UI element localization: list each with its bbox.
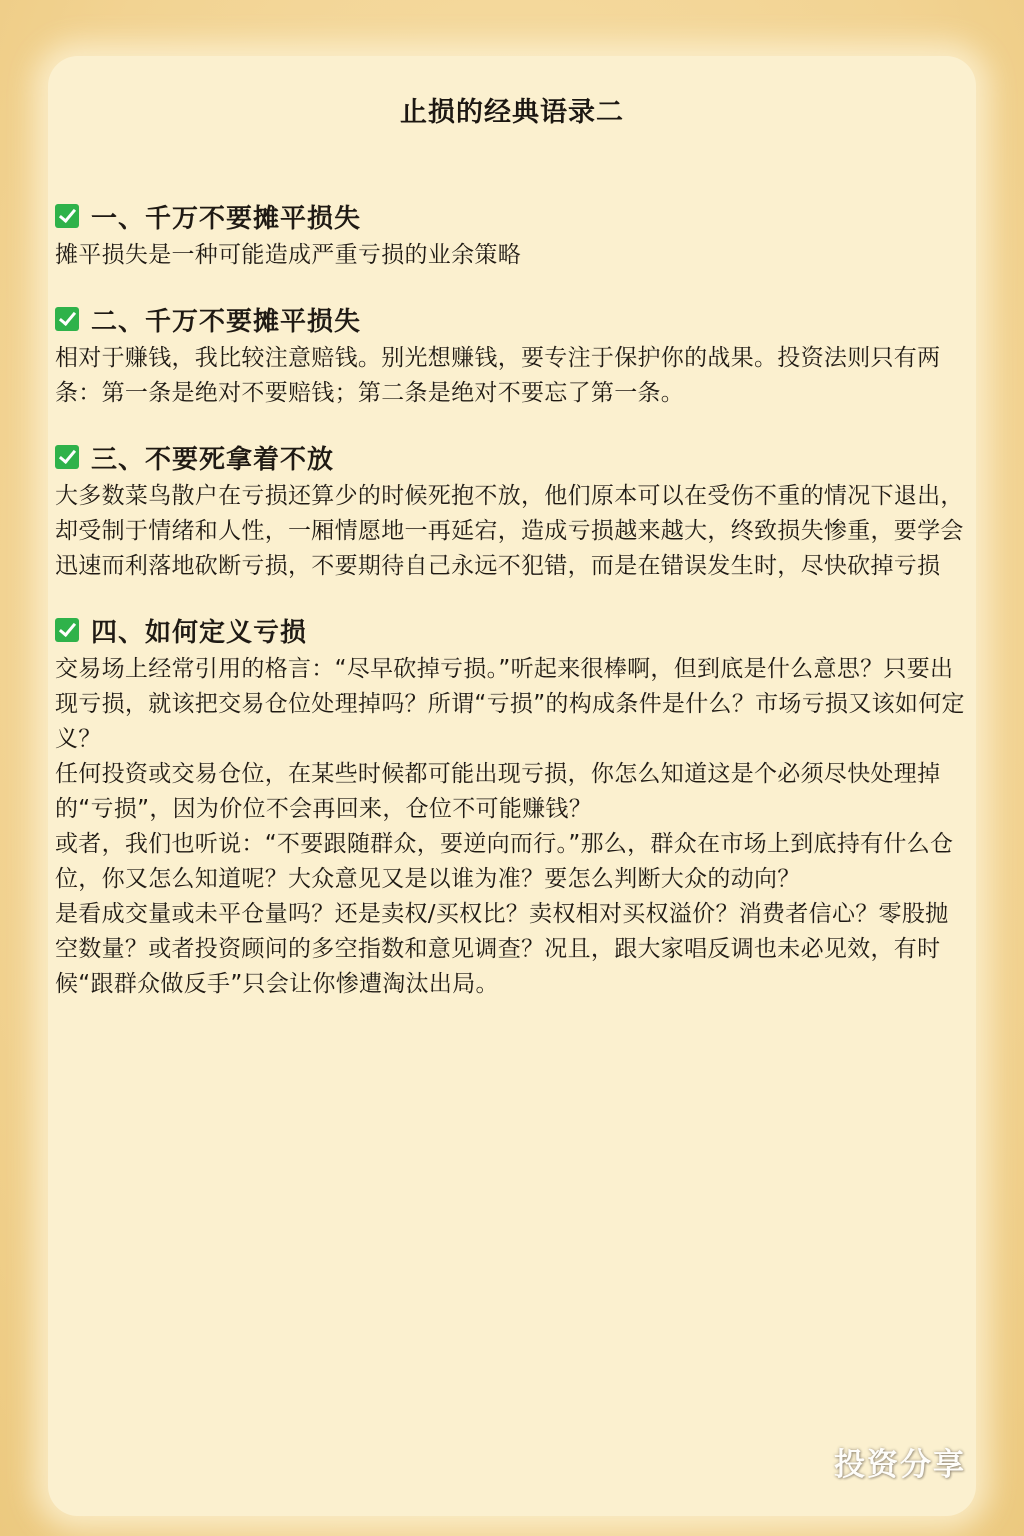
watermark-text: 投资分享 [834, 1447, 966, 1483]
section-2 [55, 299, 967, 411]
section-heading-text: 三、不要死拿着不放 [91, 444, 335, 475]
section-paragraph: 相对于赚钱，我比较注意赔钱。别光想赚钱，要专注于保护你的战果。投资法则只有两条：第一条是绝对不要赔钱；第二条是绝对不要忘了第一条。 [55, 345, 941, 406]
check-mark-icon [55, 618, 79, 642]
check-mark-icon [55, 445, 79, 469]
section-paragraph: 是看成交量或未平仓量吗？还是卖权/买权比？卖权相对买权溢价？消费者信心？零股抛空数量？或者投资顾问的多空指数和意见调查？况且，跟大家唱反调也未必见效，有时候“跟群众做反手”只会让你惨遭淘汰出局。 [55, 901, 949, 997]
section-1 [55, 196, 967, 273]
section-3 [55, 437, 967, 584]
section-paragraph: 交易场上经常引用的格言：“尽早砍掉亏损。”听起来很棒啊，但到底是什么意思？只要出现亏损，就该把交易仓位处理掉吗？所谓“亏损”的构成条件是什么？市场亏损又该如何定义？ [55, 656, 965, 752]
check-mark-icon [55, 204, 79, 228]
section-paragraph: 摊平损失是一种可能造成严重亏损的业余策略 [55, 242, 521, 268]
section-heading-text: 一、千万不要摊平损失 [91, 203, 362, 234]
section-paragraph: 或者，我们也听说：“不要跟随群众，要逆向而行。”那么，群众在市场上到底持有什么仓位，你又怎么知道呢？大众意见又是以谁为准？要怎么判断大众的动向？ [55, 831, 954, 892]
article-body [55, 196, 967, 1028]
section-heading [55, 299, 967, 339]
section-heading [55, 196, 967, 236]
section-heading-text: 二、千万不要摊平损失 [91, 306, 362, 337]
section-heading [55, 610, 967, 650]
section-heading-text: 四、如何定义亏损 [91, 617, 308, 648]
check-mark-icon [55, 307, 79, 331]
section-paragraph: 大多数菜鸟散户在亏损还算少的时候死抱不放，他们原本可以在受伤不重的情况下退出，却受制于情绪和人性，一厢情愿地一再延宕，造成亏损越来越大，终致损失惨重，要学会迅速而利落地砍断亏损，不要期待自己永远不犯错，而是在错误发生时，尽快砍掉亏损 [55, 483, 964, 579]
section-heading [55, 437, 967, 477]
section-4 [55, 610, 967, 1002]
page-title: 止损的经典语录二 [400, 97, 624, 128]
section-paragraph: 任何投资或交易仓位，在某些时候都可能出现亏损，你怎么知道这是个必须尽快处理掉的“亏损”，因为价位不会再回来，仓位不可能赚钱？ [55, 761, 941, 822]
